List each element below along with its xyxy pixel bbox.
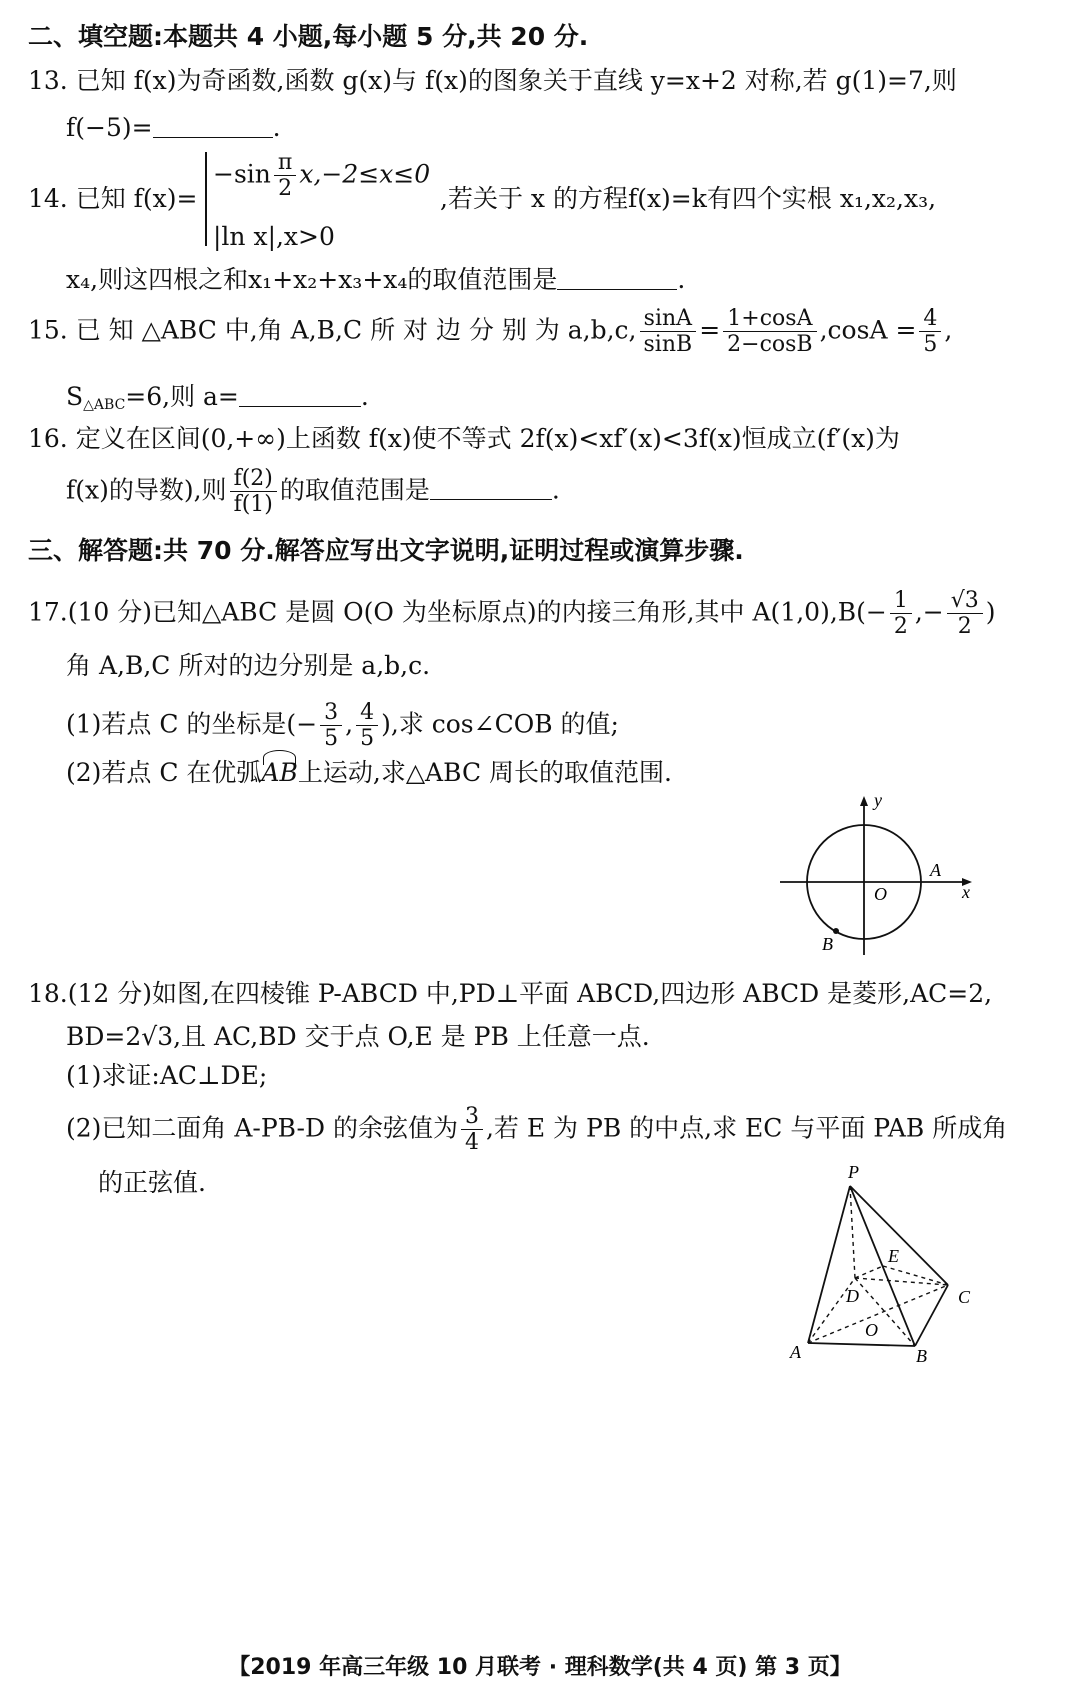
q14-case1: −sin $\frac{\pi}{2}$ x,−2≤x≤0: [213, 150, 431, 202]
q14-line2: x₄,则这四根之和x₁+x₂+x₃+x₄的取值范围是 .: [66, 265, 686, 294]
q17-circle-figure: [780, 790, 980, 960]
q15-answer-blank: [239, 381, 361, 407]
q18-part2: (2)已知二面角 A-PB-D 的余弦值为 $\frac{3}{4}$ ,若 E 为 PB 的中点,求 EC 与平面 PAB 所成角: [66, 1104, 1008, 1156]
label-y: y: [874, 790, 882, 810]
q18-line2: BD=2√3,且 AC,BD 交于点 O,E 是 PB 上任意一点.: [66, 1022, 650, 1051]
page-footer: 【2019 年高三年级 10 月联考 · 理科数学(共 4 页) 第 3 页】: [228, 1655, 852, 1680]
label-x: x: [962, 882, 970, 902]
q15-line2: S△ABC=6,则 a= .: [66, 382, 369, 413]
point-b: [833, 928, 839, 934]
q16-line2: f(x)的导数),则 $\frac{f(2)}{f(1)}$ 的取值范围是 .: [66, 466, 560, 518]
label-a: A: [930, 860, 941, 880]
q17-line2: 角 A,B,C 所对的边分别是 a,b,c.: [66, 651, 431, 680]
q14-brace: [205, 152, 207, 246]
label-b: B: [822, 934, 833, 954]
label-o2: O: [865, 1320, 878, 1340]
q18-line1: 18.(12 分)如图,在四棱锥 P-ABCD 中,PD⊥平面 ABCD,四边形 ABCD 是菱形,AC=2,: [28, 979, 993, 1008]
section-3-heading: 三、解答题:共 70 分.解答应写出文字说明,证明过程或演算步骤.: [28, 536, 744, 565]
label-p: P: [848, 1162, 859, 1182]
y-axis-arrow-icon: [860, 796, 868, 806]
q17-line1: 17.(10 分)已知△ABC 是圆 O(O 为坐标原点)的内接三角形,其中 A(1,0),B(− $\frac{1}{2}$ ,− $\frac{√3}{2}$ ): [28, 588, 996, 640]
q17-part2: (2)若点 C 在优弧 AB上运动,求△ABC 周长的取值范围.: [66, 758, 672, 788]
label-a2: A: [790, 1342, 801, 1362]
label-c: C: [958, 1287, 971, 1307]
q14-case2: |ln x|,x>0: [213, 222, 335, 251]
q18-part2-cont: 的正弦值.: [98, 1168, 206, 1197]
q18-part1: (1)求证:AC⊥DE;: [66, 1061, 268, 1090]
label-o: O: [874, 884, 887, 904]
label-b2: B: [916, 1346, 927, 1366]
arc-ab: AB: [261, 758, 297, 788]
q13-line1: 13. 已知 f(x)为奇函数,函数 g(x)与 f(x)的图象关于直线 y=x+2 对称,若 g(1)=7,则: [28, 66, 957, 95]
q15-line1: 15. 已 知 △ABC 中,角 A,B,C 所 对 边 分 别 为 a,b,c, $\frac{\sin A}{\sin B}$ = $\frac{1+\cos A}{2-\cos B}$ ,cosA = $\frac{4}{5}$ ,: [28, 306, 953, 358]
q14-prefix: 14. 已知 f(x)=: [28, 184, 198, 213]
q16-line1: 16. 定义在区间(0,+∞)上函数 f(x)使不等式 2f(x)<xf′(x)<3f(x)恒成立(f′(x)为: [28, 424, 900, 453]
label-e: E: [888, 1246, 899, 1266]
q18-pyramid-figure: [780, 1158, 990, 1378]
q13-answer-blank: [153, 112, 273, 138]
q14-answer-blank: [557, 264, 677, 290]
q17-part1: (1)若点 C 的坐标是(− $\frac{3}{5}$ , $\frac{4}{5}$ ),求 cos∠COB 的值;: [66, 700, 619, 752]
label-d: D: [846, 1286, 859, 1306]
q13-line2: f(−5)= .: [66, 113, 281, 142]
section-2-heading: 二、填空题:本题共 4 小题,每小题 5 分,共 20 分.: [28, 22, 589, 51]
q14-suffix: ,若关于 x 的方程f(x)=k有四个实根 x₁,x₂,x₃,: [440, 184, 937, 213]
q13-text: f(−5)=: [66, 113, 153, 142]
q16-answer-blank: [430, 474, 552, 500]
